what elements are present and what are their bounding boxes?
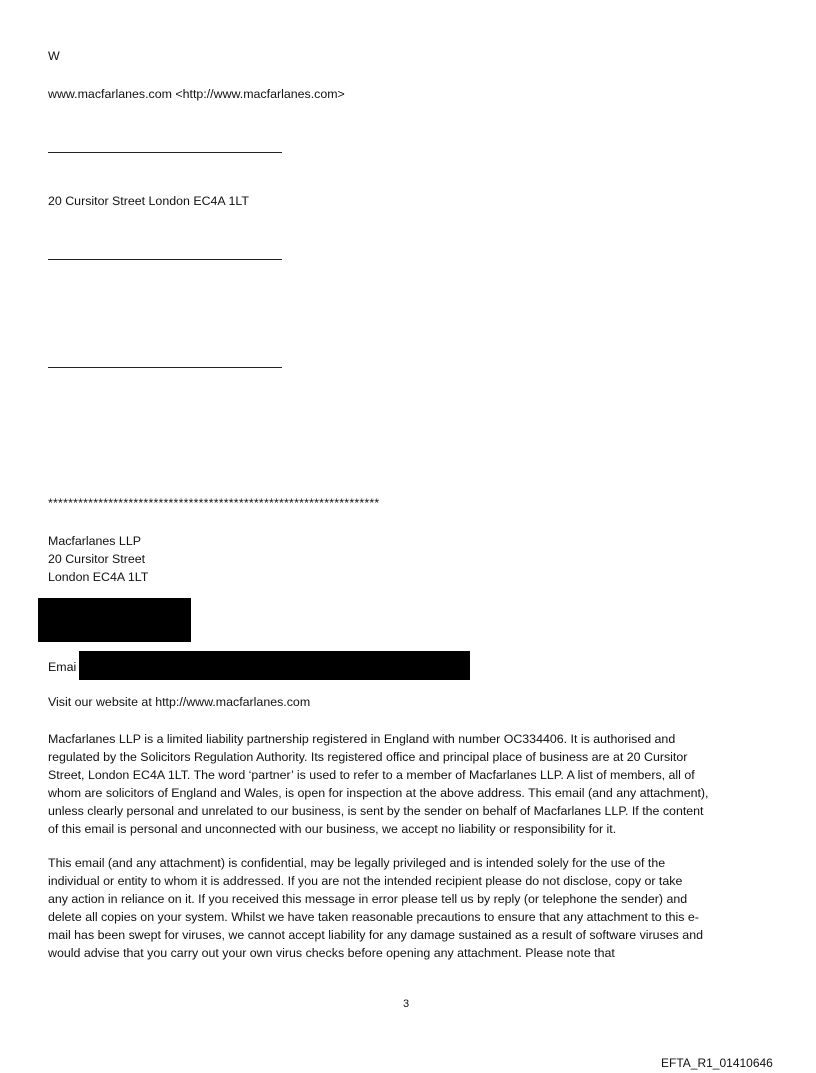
w-label: W bbox=[48, 49, 60, 63]
divider-line bbox=[48, 152, 282, 153]
redaction-block bbox=[79, 651, 470, 680]
visit-website-line: Visit our website at http://www.macfarlanes.com bbox=[48, 695, 311, 709]
page-number: 3 bbox=[403, 998, 410, 1010]
document-id: EFTA_R1_01410646 bbox=[661, 1056, 773, 1070]
disclaimer-paragraph: Macfarlanes LLP is a limited liability partnership registered in England with number OC334406. It is authorised and regulated by the Solicitors Regulation Authority. Its registered office and principal place of business are at 20 Cursitor Street, London EC4A 1LT. The word ‘partner’ is used to refer to a member of Macfarlanes LLP. A list of members, all of whom are solicitors of England and Wales, is open for inspection at the above address. This email (and any attachment), unless clearly personal and unrelated to our business, is sent by the sender on behalf of Macfarlanes LLP. If the content of this email is personal and unconnected with our business, we accept no liability or responsibility for it. bbox=[48, 732, 709, 836]
asterisk-separator: ****************************************************************** bbox=[48, 496, 380, 510]
firm-city: London EC4A 1LT bbox=[48, 570, 149, 584]
firm-name: Macfarlanes LLP bbox=[48, 534, 141, 548]
email-label: Emai bbox=[48, 660, 77, 674]
redaction-block bbox=[38, 598, 191, 642]
confidentiality-paragraph: This email (and any attachment) is confidential, may be legally privileged and is intended solely for the use of the individual or entity to whom it is addressed. If you are not the intended recipient please do not disclose, copy or take any action in reliance on it. If you received this message in error please tell us by reply (or telephone the sender) and delete all copies on your system. Whilst we have taken reasonable precautions to ensure that any attachment to this e- mail has been swept for viruses, we cannot accept liability for any damage sustained as a result of software viruses and would advise that you carry out your own virus checks before opening any attachment. Please note that bbox=[48, 856, 703, 960]
divider-line bbox=[48, 367, 282, 368]
firm-street: 20 Cursitor Street bbox=[48, 552, 146, 566]
divider-line bbox=[48, 259, 282, 260]
address-line: 20 Cursitor Street London EC4A 1LT bbox=[48, 194, 249, 208]
website-line: www.macfarlanes.com <http://www.macfarlanes.com> bbox=[48, 87, 345, 101]
